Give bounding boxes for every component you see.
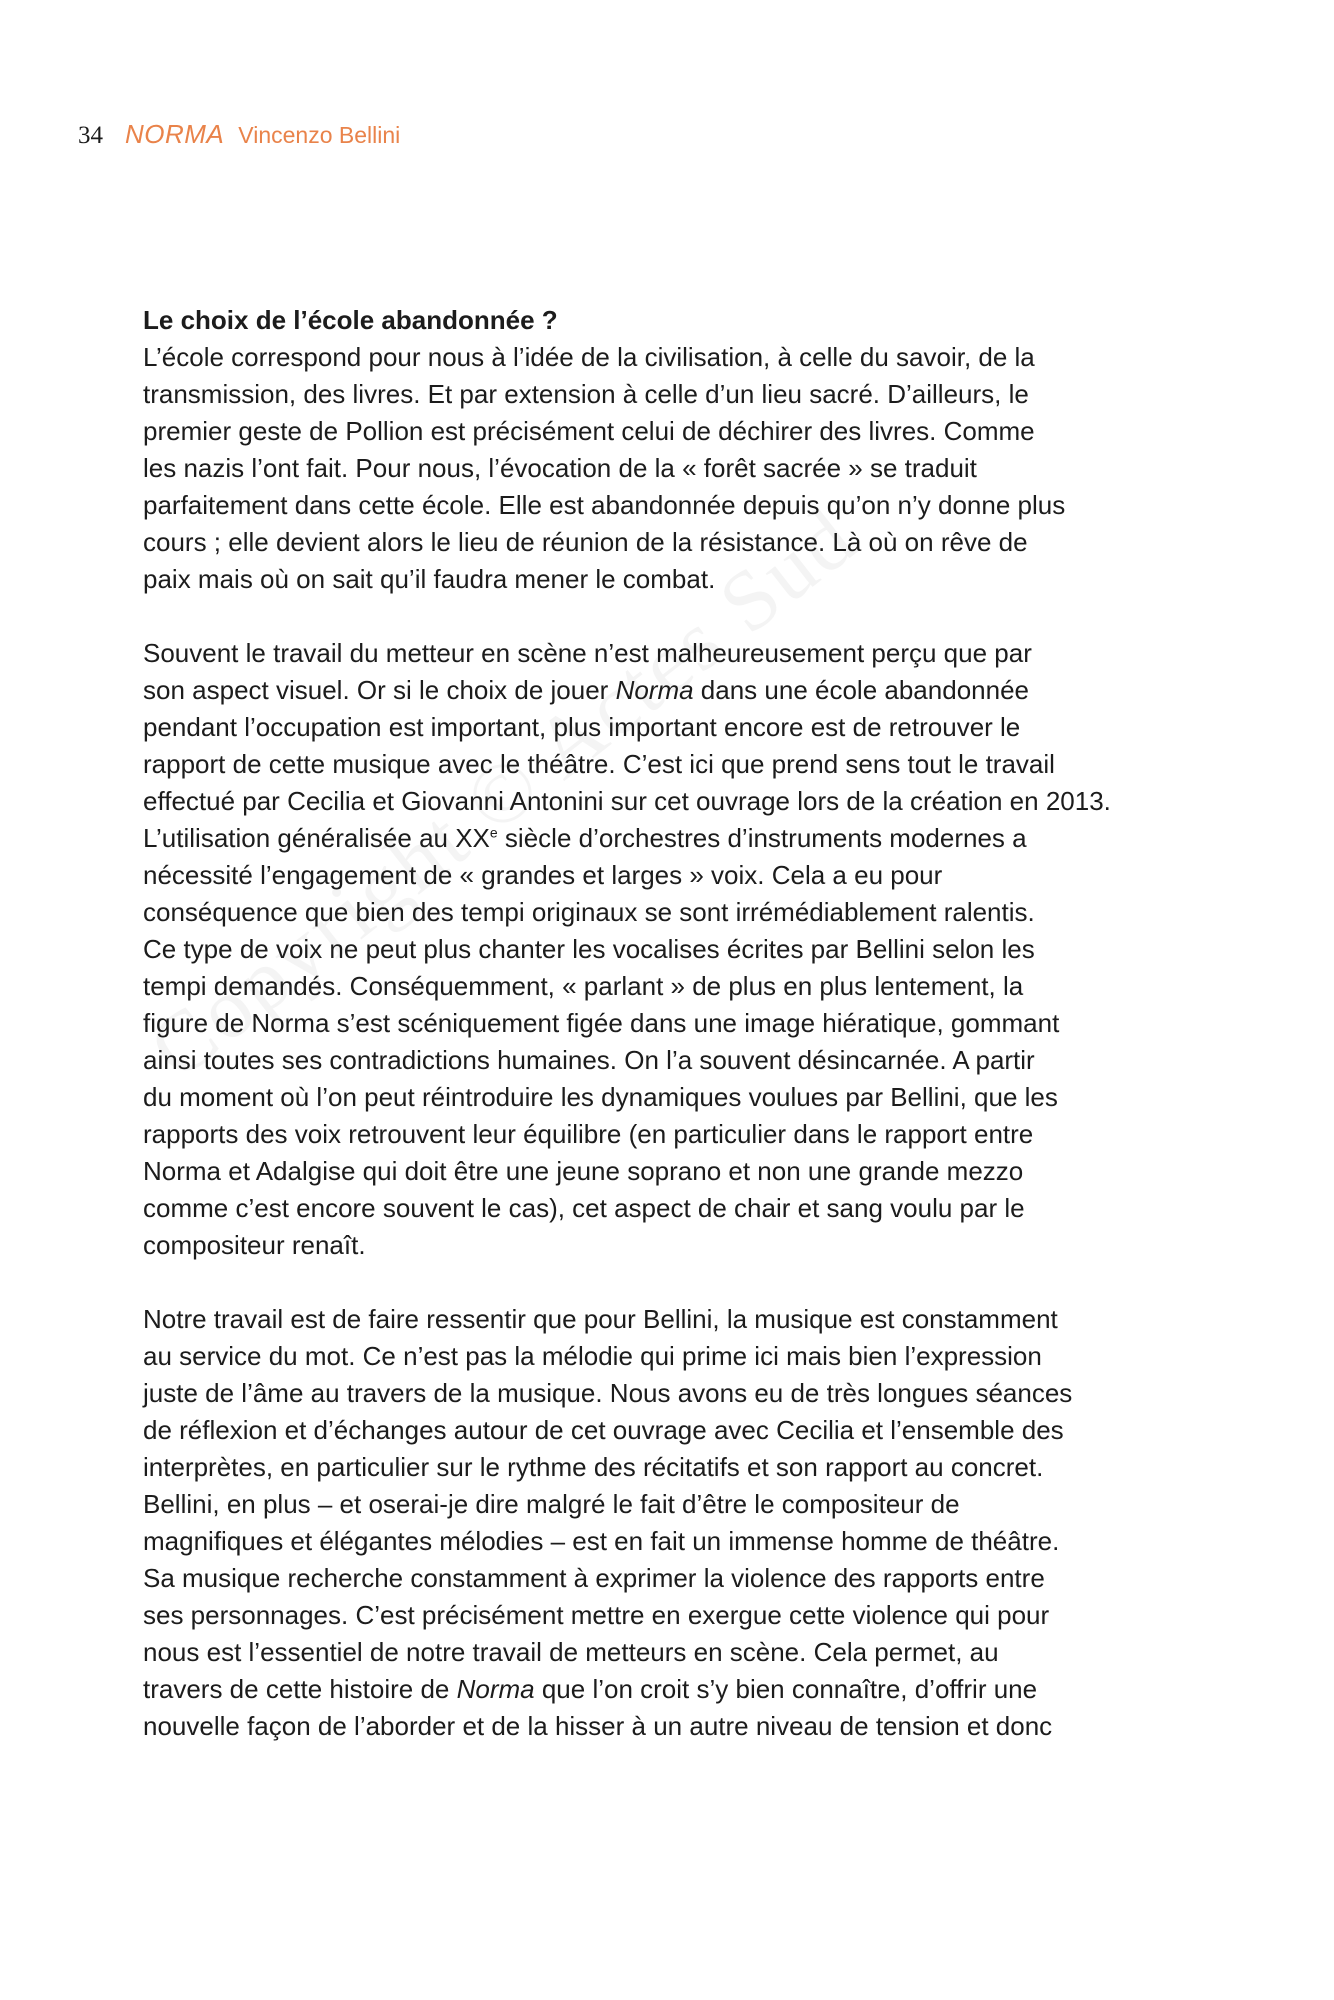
text-line: Souvent le travail du metteur en scène n’est malheureusement perçu que par <box>143 638 1032 668</box>
text-line: ainsi toutes ses contradictions humaines. On l’a souvent désincarnée. A partir <box>143 1045 1035 1075</box>
text-line: nécessité l’engagement de « grandes et larges » voix. Cela a eu pour <box>143 860 943 890</box>
text-line: au service du mot. Ce n’est pas la mélodie qui prime ici mais bien l’expression <box>143 1341 1042 1371</box>
text-line: effectué par Cecilia et Giovanni Antonini sur cet ouvrage lors de la création en 2013. <box>143 786 1111 816</box>
text-line: les nazis l’ont fait. Pour nous, l’évocation de la « forêt sacrée » se traduit <box>143 453 977 483</box>
text-line: transmission, des livres. Et par extension à celle d’un lieu sacré. D’ailleurs, le <box>143 379 1029 409</box>
body-text <box>143 302 1203 1745</box>
text-line: rapport de cette musique avec le théâtre. C’est ici que prend sens tout le travail <box>143 749 1055 779</box>
paragraph-gap <box>143 1264 1203 1301</box>
text-line: du moment où l’on peut réintroduire les dynamiques voulues par Bellini, que les <box>143 1082 1058 1112</box>
text-line: Bellini, en plus – et oserai-je dire malgré le fait d’être le compositeur de <box>143 1489 960 1519</box>
text-line: parfaitement dans cette école. Elle est abandonnée depuis qu’on n’y donne plus <box>143 490 1066 520</box>
text-line: cours ; elle devient alors le lieu de réunion de la résistance. Là où on rêve de <box>143 527 1028 557</box>
text-line: figure de Norma s’est scéniquement figée dans une image hiératique, gommant <box>143 1008 1060 1038</box>
paragraph-gap <box>143 598 1203 635</box>
text-line: nous est l’essentiel de notre travail de metteurs en scène. Cela permet, au <box>143 1637 999 1667</box>
section-heading: Le choix de l’école abandonnée ? <box>143 305 558 335</box>
paragraph-intro <box>143 302 1203 598</box>
text-line: Notre travail est de faire ressentir que pour Bellini, la musique est constamment <box>143 1304 1058 1334</box>
text-line: pendant l’occupation est important, plus important encore est de retrouver le <box>143 712 1021 742</box>
italic-title-norma: Norma <box>456 1674 535 1704</box>
text-line: paix mais où on sait qu’il faudra mener le combat. <box>143 564 716 594</box>
text-line: comme c’est encore souvent le cas), cet aspect de chair et sang voulu par le <box>143 1193 1025 1223</box>
running-head-title: NORMA <box>125 119 225 149</box>
text-run: L’utilisation généralisée au XX <box>143 823 490 853</box>
text-line: Sa musique recherche constamment à exprimer la violence des rapports entre <box>143 1563 1045 1593</box>
text-line: de réflexion et d’échanges autour de cet ouvrage avec Cecilia et l’ensemble des <box>143 1415 1064 1445</box>
page-number: 34 <box>78 122 103 149</box>
text-line: Ce type de voix ne peut plus chanter les vocalises écrites par Bellini selon les <box>143 934 1035 964</box>
running-head-author: Vincenzo Bellini <box>238 122 401 148</box>
text-line: magnifiques et élégantes mélodies – est en fait un immense homme de théâtre. <box>143 1526 1060 1556</box>
text-line: rapports des voix retrouvent leur équilibre (en particulier dans le rapport entre <box>143 1119 1034 1149</box>
italic-title-norma: Norma <box>615 675 694 705</box>
text-run: dans une école abandonnée <box>693 675 1029 705</box>
text-line: ses personnages. C’est précisément mettre en exergue cette violence qui pour <box>143 1600 1050 1630</box>
superscript: e <box>489 824 498 841</box>
running-head <box>78 118 400 152</box>
text-line: L’école correspond pour nous à l’idée de la civilisation, à celle du savoir, de la <box>143 342 1035 372</box>
text-line: tempi demandés. Conséquemment, « parlant » de plus en plus lentement, la <box>143 971 1024 1001</box>
text-line: nouvelle façon de l’aborder et de la hisser à un autre niveau de tension et donc <box>143 1711 1053 1741</box>
text-line: conséquence que bien des tempi originaux se sont irrémédiablement ralentis. <box>143 897 1035 927</box>
text-line <box>143 1671 1203 1708</box>
text-run: que l’on croit s’y bien connaître, d’offrir une <box>534 1674 1038 1704</box>
paragraph-work <box>143 1301 1203 1745</box>
text-line: Norma et Adalgise qui doit être une jeune soprano et non une grande mezzo <box>143 1156 1024 1186</box>
text-line: compositeur renaît. <box>143 1230 366 1260</box>
text-line <box>143 672 1203 709</box>
text-line: interprètes, en particulier sur le rythme des récitatifs et son rapport au concret. <box>143 1452 1044 1482</box>
text-run: son aspect visuel. Or si le choix de jouer <box>143 675 616 705</box>
text-line: premier geste de Pollion est précisément celui de déchirer des livres. Comme <box>143 416 1035 446</box>
text-run: siècle d’orchestres d’instruments modernes a <box>497 823 1027 853</box>
text-line <box>143 820 1203 857</box>
paragraph-direction <box>143 635 1203 1264</box>
text-line: juste de l’âme au travers de la musique. Nous avons eu de très longues séances <box>143 1378 1073 1408</box>
text-run: travers de cette histoire de <box>143 1674 457 1704</box>
